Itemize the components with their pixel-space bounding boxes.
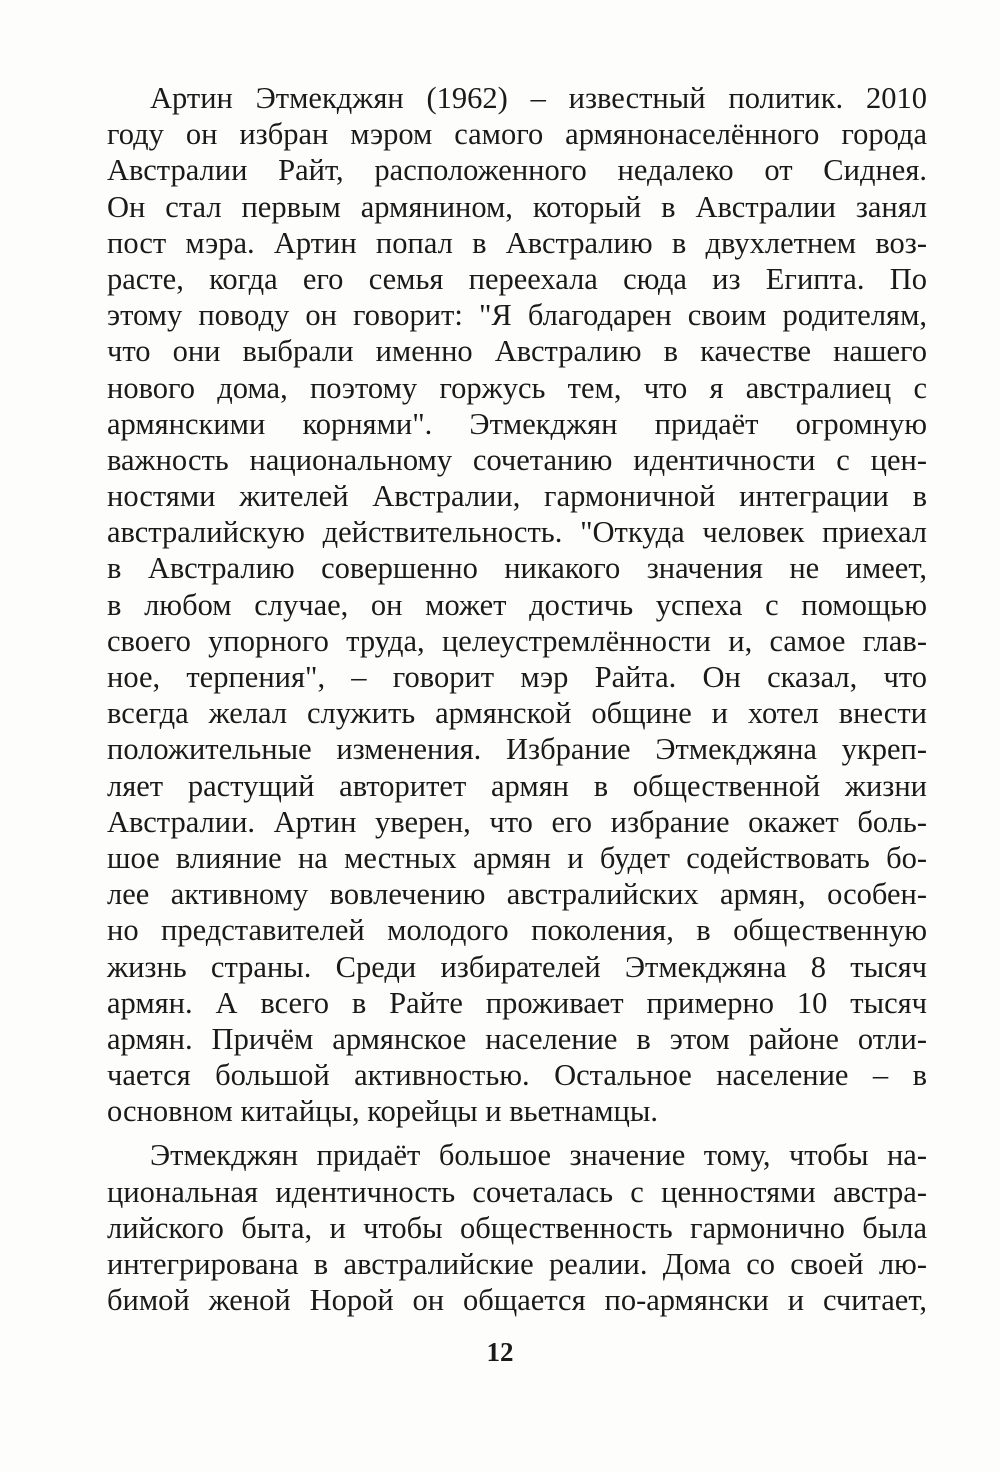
text-line: шое влияние на местных армян и будет содействовать бо- [107, 840, 927, 875]
text-line: ляет растущий авторитет армян в общественной жизни [107, 768, 927, 803]
text-line: году он избран мэром самого армянонаселённого города [107, 117, 927, 152]
text-line: циональная идентичность сочеталась с ценностями австра- [107, 1174, 927, 1209]
text-line: Он стал первым армянином, который в Австралии занял [107, 189, 927, 224]
text-line: армян. Причём армянское население в этом районе отли- [107, 1021, 927, 1056]
text-line: в Австралию совершенно никакого значения не имеет, [107, 551, 927, 586]
text-line: Австралии Райт, расположенного недалеко от Сиднея. [107, 153, 927, 188]
paragraph [107, 80, 927, 1129]
text-line: Этмекджян придаёт большое значение тому, чтобы на- [150, 1138, 927, 1173]
text-line: ностями жителей Австралии, гармоничной интеграции в [107, 479, 927, 514]
text-line: пост мэра. Артин попал в Австралию в двухлетнем воз- [107, 225, 927, 260]
text-line: положительные изменения. Избрание Этмекджяна укреп- [107, 732, 927, 767]
text-line: расте, когда его семья переехала сюда из Египта. По [107, 261, 927, 296]
text-line: всегда желал служить армянской общине и хотел внести [107, 696, 927, 731]
text-line: жизнь страны. Среди избирателей Этмекджяна 8 тысяч [107, 949, 927, 984]
body-text [107, 80, 927, 1318]
text-line: Артин Этмекджян (1962) – известный политик. 2010 [150, 81, 927, 115]
page-number: 12 [486, 1337, 514, 1367]
text-line: своего упорного труда, целеустремлённости и, самое глав- [107, 623, 927, 658]
text-line: основном китайцы, корейцы и вьетнамцы. [107, 1094, 658, 1129]
text-line: ное, терпения", – говорит мэр Райта. Он сказал, что [107, 660, 927, 694]
text-line: лее активному вовлечению австралийских армян, особен- [107, 877, 927, 912]
text-line: австралийскую действительность. "Откуда человек приехал [107, 515, 927, 550]
paragraph [107, 1137, 927, 1318]
text-line: интегрирована в австралийские реалии. Дома со своей лю- [107, 1247, 927, 1281]
text-line: этому поводу он говорит: "Я благодарен своим родителям, [107, 298, 927, 333]
text-line: что они выбрали именно Австралию в качестве нашего [107, 334, 927, 369]
text-line: бимой женой Норой он общается по-армянски и считает, [107, 1283, 927, 1318]
text-line: армян. А всего в Райте проживает примерно 10 тысяч [107, 985, 927, 1020]
text-line: армянскими корнями". Этмекджян придаёт огромную [107, 406, 927, 441]
text-line: лийского быта, и чтобы общественность гармонично была [107, 1210, 927, 1245]
text-line: Австралии. Артин уверен, что его избрание окажет боль- [107, 804, 927, 839]
text-line: важность национальному сочетанию идентичности с цен- [107, 442, 927, 477]
text-line: нового дома, поэтому горжусь тем, что я австралиец с [107, 370, 927, 405]
text-line: чается большой активностью. Остальное население – в [107, 1058, 927, 1093]
paragraph-gap [107, 1129, 927, 1137]
text-line: в любом случае, он может достичь успеха с помощью [107, 587, 927, 622]
text-line: но представителей молодого поколения, в общественную [107, 913, 927, 948]
